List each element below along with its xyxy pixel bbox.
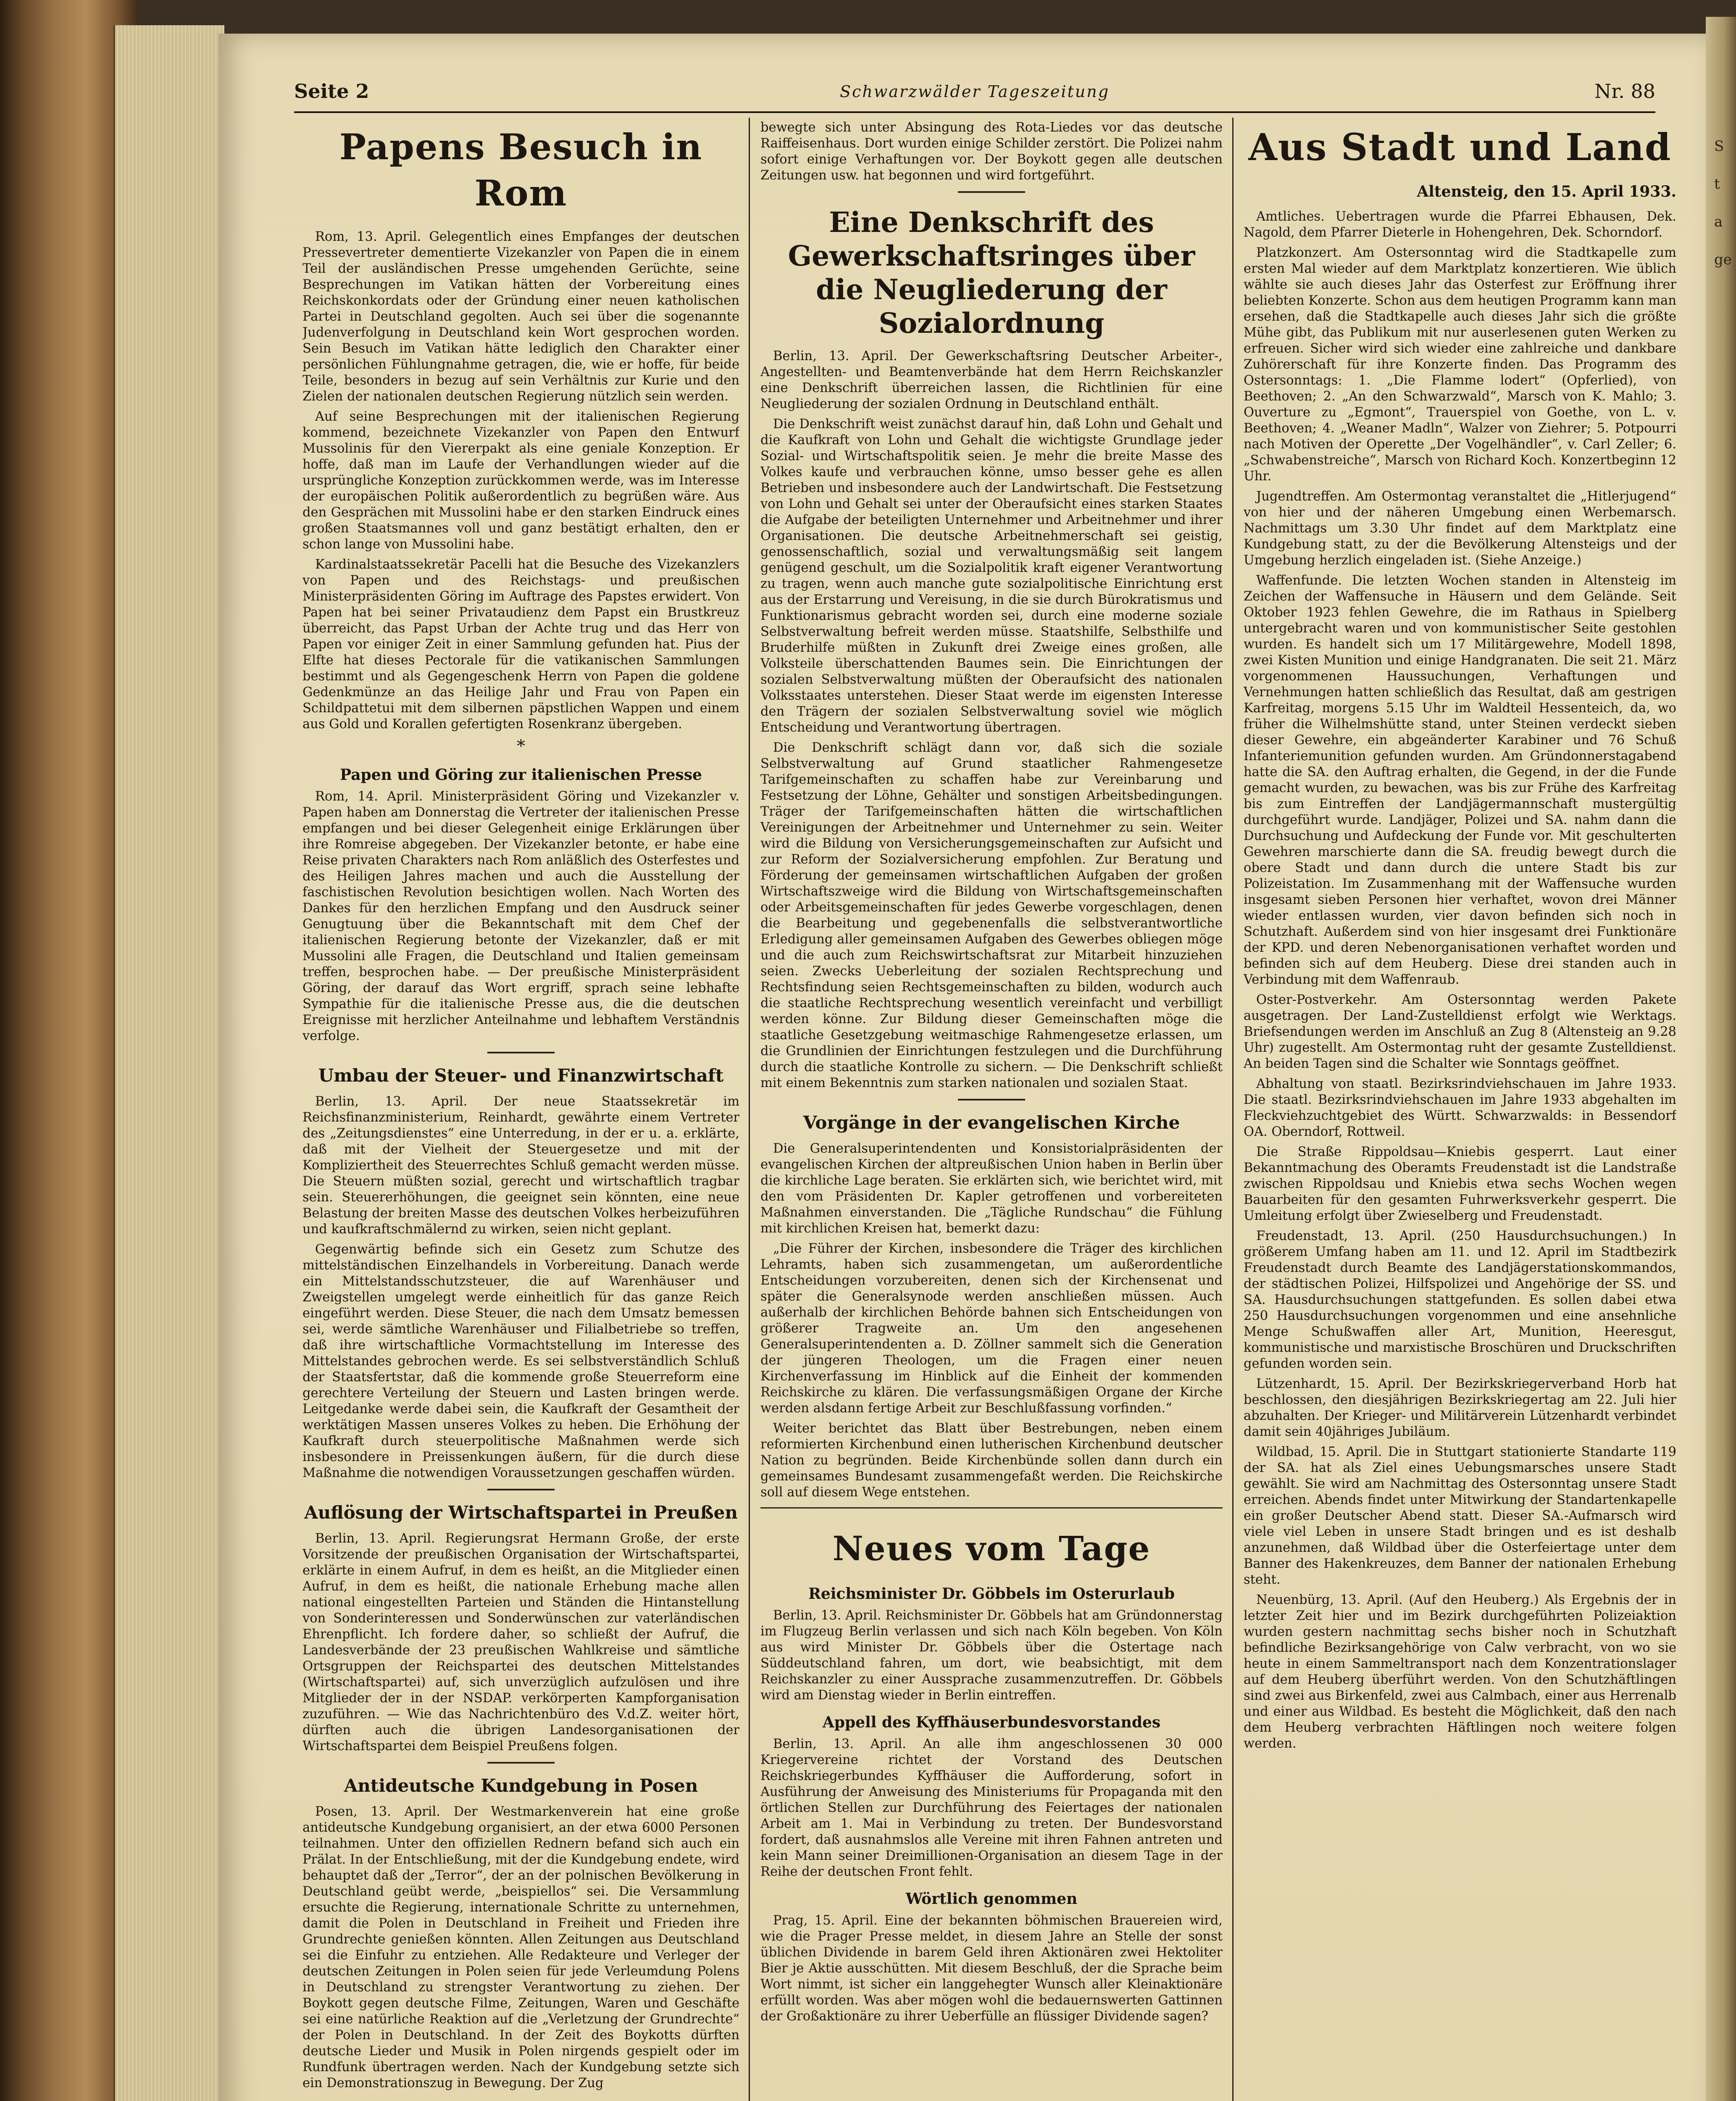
article-paragraph: Amtliches. Uebertragen wurde die Pfarrei Ebhausen, Dek. Nagold, dem Pfarrer Dieterle in Hohengehren, Dek. Schorndorf. [1244, 209, 1676, 240]
article-paragraph: Berlin, 13. April. An alle ihm angeschlossenen 30 000 Kriegervereine richtet der Vorstand des Deutschen Reichskriegerbundes Kyffhäuser die Aufforderung, sofort in Ausführung der Anweisung des Ministeriums für Propaganda mit den örtlichen Stellen zur Durchführung des Feiertages der nationalen Arbeit am 1. Mai in Verbindung zu treten. Der Bundesvorstand fordert, daß ausnahmslos alle Vereine mit ihren Fahnen antreten und kein Mann seiner Dreimillionen-Organisation an diesem Tage in der Reihe der deutschen Front fehlt. [760, 1737, 1223, 1879]
article-paragraph: Weiter berichtet das Blatt über Bestrebungen, neben einem reformierten Kirchenbund einen lutherischen Kirchenbund deutscher Nation zu begründen. Beide Kirchenbünde sollen dann durch ein gemeinsames Bundesamt zusammengefaßt werden. Die Reichskirche soll auf diesem Wege entstehen. [760, 1421, 1223, 1500]
headline-wirtschaftspartei: Auflösung der Wirtschaftspartei in Preußen [304, 1502, 738, 1523]
column-middle [760, 120, 1223, 2101]
headline-papen: Papens Besuch in Rom [339, 126, 703, 214]
article-paragraph: Prag, 15. April. Eine der bekannten böhmischen Brauereien wird, wie die Prager Presse meldet, in diesem Jahre an Stelle der sonst üblichen Dividende in barem Geld ihren Aktionären zwei Hektoliter Bier je Aktie ausschütten. Mit diesem Beschluß, der die Sprache beim Wort nimmt, ist sicher ein langgehegter Wunsch aller Kleinaktionäre erfüllt worden. Was aber mögen wohl die bedauernswerten Gattinnen der Großaktionäre zu ihrer Ueberfülle an flüssiger Dividende sagen? [760, 1913, 1223, 2024]
article-paragraph: Berlin, 13. April. Der neue Staatssekretär im Reichsfinanzministerium, Reinhardt, gewährte einem Vertreter des „Zeitungsdienstes“ eine Unterredung, in der er u. a. erklärte, daß mit der Vielheit der Steuergesetze und mit der Kompliziertheit des Steuerrechtes Schluß gemacht werden müsse. Die Steuern müßten sozial, gerecht und wirtschaftlich tragbar sein. Steuererhöhungen, die geeignet sein könnten, eine neue Belastung der breiten Masse des deutschen Volkes herbeizuführen und kaufkraftschmälernd zu wirken, seien nicht geplant. [302, 1094, 739, 1237]
article-paragraph: Die Straße Rippoldsau—Kniebis gesperrt. Laut einer Bekanntmachung des Oberamts Freudenstadt ist die Landstraße zwischen Rippoldsau und Kniebis etwa sechs Wochen wegen Bauarbeiten für den gesamten Fuhrwerksverkehr gesperrt. Die Umleitung erfolgt über Zwieselberg und Freudenstadt. [1244, 1145, 1676, 1223]
section-rule [760, 1507, 1223, 1509]
subheadline: Appell des Kyffhäuserbundesvorstandes [822, 1714, 1161, 1731]
article-paragraph: Posen, 13. April. Der Westmarkenverein hat eine große antideutsche Kundgebung organisiert, an der etwa 6000 Personen teilnahmen. Unter den offiziellen Rednern befand sich auch ein Prälat. In der Entschließung, mit der die Kundgebung endete, wird behauptet daß der „Terror“, der an der polnischen Bevölkerung in Deutschland geübt werde, „beispiellos“ sei. Die Versammlung ersuchte die Regierung, internationale Schritte zu unternehmen, damit die Polen in Deutschland in Freiheit und Frieden ihre Grundrechte genießen könnten. Allen Zeitungen aus Deutschland sei die Einfuhr zu entziehen. Alle Redakteure und Verleger der deutschen Zeitungen in Polen seien für jede Verleumdung Polens in Deutschland zu strengster Verantwortung zu ziehen. Der Boykott gegen deutsche Filme, Zeitungen, Waren und Geschäfte sei eine natürliche Reaktion auf die „Verletzung der Grundrechte“ der Polen in Deutschland. In der Zeit des Boykotts dürften deutsche Lieder und Musik in Polen nirgends gespielt oder im Rundfunk übertragen werden. Nach der Kundgebung setzte sich ein Demonstrationszug in Bewegung. Der Zug [302, 1804, 739, 2090]
subheadline: Reichsminister Dr. Göbbels im Osterurlaub [808, 1585, 1175, 1603]
article-paragraph: Die Denkschrift schlägt dann vor, daß sich die soziale Selbstverwaltung auf Grund staatlicher Rahmengesetze Tarifgemeinschaften zu schaffen habe zur Vereinbarung und Festsetzung der Löhne, Gehälter und sonstigen Arbeitsbedingungen. Träger der Tarifgemeinschaften hätten die wirtschaftlichen Vereinigungen der Arbeitnehmer und Unternehmer zu sein. Weiter wird die Bildung von Versicherungsgemeinschaften zur Aufsicht und zur Reform der Sozialversicherung empfohlen. Zur Beratung und Förderung der gemeinsamen wirtschaftlichen Aufgaben der großen Wirtschaftszweige wird die Bildung von Wirtschaftsgemeinschaften oder Arbeitsgemeinschaften für jedes Gewerbe vorgeschlagen, denen die Bearbeitung und gegebenenfalls die selbstverantwortliche Erledigung aller gemeinsamen Aufgaben des Gewerbes obliegen möge und die auch zum Reichswirtschaftsrat zur Mitarbeit hinzuziehen seien. Zwecks Ueberleitung der sozialen Rechtsprechung und Rechtsfindung seien Rechtsgemeinschaften zu bilden, wodurch auch die staatliche Rechtsprechung wesentlich vereinfacht und verbilligt werden könne. Zur Bildung dieser Gemeinschaften möge die staatliche Gesetzgebung weitmaschige Rahmengesetze erlassen, um die Grundlinien der Einrichtungen festzulegen und die Durchführung durch die staatliche Kontrolle zu sichern. — Die Denkschrift schließt mit einem Bekenntnis zum starken nationalen und sozialen Staat. [760, 740, 1223, 1090]
headline-steuer: Umbau der Steuer- und Finanzwirtschaft [318, 1065, 724, 1086]
subheadline: Wörtlich genommen [905, 1890, 1078, 1908]
article-paragraph: Lützenhardt, 15. April. Der Bezirkskriegerverband Horb hat beschlossen, den diesjährigen Bezirkskriegertag am 22. Juli hier abzuhalten. Der Krieger- und Militärverein Lützenhardt verbindet damit sein 40jähriges Jubiläum. [1244, 1377, 1676, 1439]
article-paragraph: „Die Führer der Kirchen, insbesondere die Träger des kirchlichen Lehramts, haben sich zusammengetan, um außerordentliche Entscheidungen vorzubereiten, denen sich der Kirchensenat und später die Generalsynode werden anschließen müssen. Auch außerhalb der kirchlichen Behörde bahnen sich Entscheidungen von größerer Tragweite an. Um den angesehenen Generalsuperintendenten a. D. Zöllner sammelt sich die Generation der jüngeren Theologen, um die Fragen einer neuen Kirchenverfassung im Hinblick auf die Einheit der kommenden Reichskirche zu klären. Die verfassungsmäßigen Organe der Kirche werden alsdann fertige Arbeit zur Beschlußfassung vorfinden.“ [760, 1241, 1223, 1416]
article-paragraph: Freudenstadt, 13. April. (250 Hausdurchsuchungen.) In größerem Umfang haben am 11. und 12. April im Stadtbezirk Freudenstadt durch Beamte des Landjägerstationskommandos, der städtischen Polizei, Hilfspolizei und Angehörige der SS. und SA. Hausdurchsuchungen stattgefunden. Es sollen dabei etwa 250 Hausdurchsuchungen vorgenommen und eine ansehnliche Menge Schußwaffen aller Art, Munition, Heeresgut, kommunistische und marxistische Broschüren und Druckschriften gefunden worden sein. [1244, 1229, 1676, 1371]
article-paragraph: Gegenwärtig befinde sich ein Gesetz zum Schutze des mittelständischen Einzelhandels in Vorbereitung. Danach werde ein Mittelstandsschutzsteuer, die auf Warenhäuser und Zweigstellen umgelegt werde einheitlich für das ganze Reich eingeführt werden. Diese Steuer, die nach dem Umsatz bemessen sei, werde sämtliche Warenhäuser und Filialbetriebe so treffen, daß ihre wirtschaftliche Vormachtstellung im Interesse des Mittelstandes gebrochen werde. Es sei selbstverständlich Schluß der Staatsfertstar, daß die kommende große Steuerreform eine gerechtere Verteilung der Steuern und Lasten bringen werde. Leitgedanke werde dabei sein, die Kaufkraft der Gesamtheit der werktätigen Massen unseres Volkes zu heben. Die Erhöhung der Kaufkraft durch steuerpolitische Maßnahmen werde sich insbesondere in Preissenkungen äußern, für die durch diese Maßnahme die notwendigen Voraussetzungen geschaffen würden. [302, 1242, 739, 1480]
article-paragraph: bewegte sich unter Absingung des Rota-Liedes vor das deutsche Raiffeisenhaus. Dort wurden einige Schilder zerstört. Die Polizei nahm sofort einige Verhaftungen vor. Der Boykott gegen alle deutschen Zeitungen usw. hat begonnen und wird fortgeführt. [760, 120, 1223, 183]
article-paragraph: Oster-Postverkehr. Am Ostersonntag werden Pakete ausgetragen. Der Land-Zustelldienst erfolgt wie Werktags. Briefsendungen werden im Anschluß an Zug 8 (Altensteig an 9.28 Uhr) zugestellt. Am Ostermontag ruht der gesamte Zustelldienst. An beiden Tagen sind die Schalter wie Sonntags geöffnet. [1244, 993, 1676, 1071]
next-page-fragment: a [1714, 213, 1723, 230]
page-number: Seite 2 [294, 80, 369, 103]
article-paragraph: Jugendtreffen. Am Ostermontag veranstaltet die „Hitlerjugend“ von hier und der näheren Umgebung einen Werbemarsch. Nachmittags um 3.30 Uhr findet auf dem Marktplatz eine Kundgebung statt, zu der die Bevölkerung Altensteigs und der Umgebung herzlich eingeladen ist. (Siehe Anzeige.) [1244, 489, 1676, 568]
article-paragraph: Die Denkschrift weist zunächst darauf hin, daß Lohn und Gehalt und die Kaufkraft von Lohn und Gehalt die wichtigste Grundlage jeder Sozial- und Wirtschaftspolitik seien. Je mehr die breite Masse des Volkes kaufe und verbrauchen könne, umso besser gehe es allen Betrieben und insbesondere auch der Landwirtschaft. Die Festsetzung von Lohn und Gehalt sei unter der Oberaufsicht eines starken Staates die Aufgabe der beteiligten Unternehmer und Arbeitnehmer und ihrer Organisationen. Die deutsche Arbeitnehmerschaft sei geistig, genossenschaftlich, sozial und verwaltungsmäßig seit langem genügend geschult, um die Sozialpolitik kraft eigener Verantwortung zu tragen, wenn auch manche gute sozialpolitische Einrichtung erst aus der Erstarrung und Vereisung, in die sie durch Bürokratismus und Funktionarismus gebracht worden sei, durch eine moderne soziale Selbstverwaltung befreit werden müsse. Staatshilfe, Selbsthilfe und Bruderhilfe müßten in Zukunft drei Zweige eines großen, alle Volksteile überschattenden Baumes sein. Die Einrichtungen der sozialen Selbstverwaltung müßten der Oberaufsicht des nationalen Volksstaates unterstehen. Dieser Staat werde im eigensten Interesse den Trägern der sozialen Selbstverwaltung soviel wie möglich Entscheidung und Verantwortung übertragen. [760, 417, 1223, 735]
next-page-fragment: t [1714, 176, 1720, 192]
dateline: Altensteig, den 15. April 1933. [1417, 183, 1676, 200]
next-page-edge [1706, 17, 1736, 2101]
article-paragraph: Berlin, 13. April. Der Gewerkschaftsring Deutscher Arbeiter-, Angestellten- und Beamtenverbände hat dem Herrn Reichskanzler eine Denkschrift überreichen lassen, die Richtlinien für eine Neugliederung der sozialen Ordnung in Deutschland enthält. [760, 349, 1223, 411]
article-paragraph: Auf seine Besprechungen mit der italienischen Regierung kommend, bezeichnete Vizekanzler von Papen den Entwurf Mussolinis für den Viererpakt als eine geniale Konzeption. Er hoffe, daß man im Laufe der Verhandlungen wieder auf die ursprüngliche Konzeption zurückkommen werde, was im Interesse der europäischen Politik außerordentlich zu begrüßen wäre. Aus den Gesprächen mit Mussolini habe er den starken Eindruck eines großen Staatsmannes voll und ganz bestätigt erhalten, den er schon lange von Mussolini habe. [302, 409, 739, 552]
separator-rule [487, 1762, 555, 1764]
article-paragraph: Berlin, 13. April. Regierungsrat Hermann Große, der erste Vorsitzende der preußischen Organisation der Wirtschaftspartei, erklärte in einem Aufruf, in dem es heißt, an die Mitglieder einen Aufruf, in dem es heißt, die nationale Erhebung mache allen national eingestellten Parteien und Ständen die Hintanstellung von Sonderinteressen und Sonderwünschen zur vaterländischen Ehrenpflicht. Ich fordere daher, so schließt der Aufruf, die Landesverbände der 23 preußischen Wahlkreise und sämtliche Ortsgruppen der Reichspartei des deutschen Mittelstandes (Wirtschaftspartei) auf, sich unverzüglich aufzulösen und ihre Mitglieder der in der NSDAP. verkörperten Kampforganisation zuzuführen. — Wie das Nachrichtenbüro des V.d.Z. weiter hört, dürften auch die übrigen Landesorganisationen der Wirtschaftspartei dem Beispiel Preußens folgen. [302, 1531, 739, 1753]
headline-posen: Antideutsche Kundgebung in Posen [344, 1775, 698, 1796]
headline-neues-vom-tage: Neues vom Tage [832, 1529, 1151, 1568]
separator-rule [958, 191, 1025, 193]
column-left [302, 120, 739, 2101]
headline-kirche: Vorgänge in der evangelischen Kirche [803, 1112, 1180, 1133]
newspaper-title: Schwarzwälder Tageszeitung [839, 82, 1110, 101]
article-paragraph: Rom, 13. April. Gelegentlich eines Empfanges der deutschen Pressevertreter dementierte Vizekanzler von Papen die in einem Teil der ausländischen Presse umgehenden Gerüchte, seine Besprechungen im Vatikan hätten der Vorbereitung eines Reichskonkordats oder der Gründung einer neuen katholischen Partei in Deutschland gegolten. Auch sei über die sogenannte Judenverfolgung in Deutschland kein Wort gesprochen worden. Sein Besuch im Vatikan hätte lediglich den Charakter einer persönlichen Fühlungnahme getragen, die, wie er hoffe, für beide Teile, besonders in bezug auf sein Verhältnis zur Kurie und den Zielen der nationalen deutschen Regierung nützlich sein werden. [302, 229, 739, 404]
article-paragraph: Die Generalsuperintendenten und Konsistorialpräsidenten der evangelischen Kirchen der altpreußischen Union haben in Berlin über die kirchliche Lage beraten. Sie erklärten sich, wie berichtet wird, mit den vom Präsidenten Dr. Kapler getroffenen und vorbereiteten Maßnahmen einverstanden. Die „Tägliche Rundschau“ die Fühlung mit kirchlichen Kreisen hat, bemerkt dazu: [760, 1141, 1223, 1236]
separator-star: * [517, 737, 525, 756]
column-divider [749, 118, 750, 2101]
article-paragraph: Neuenbürg, 13. April. (Auf den Heuberg.) Als Ergebnis der in letzter Zeit hier und im Bezirk durchgeführten Polizeiaktion wurden gestern nachmittag sechs bisher noch in Schutzhaft befindliche Bezirksangehörige von Calw verbracht, von wo sie heute in einem Sammeltransport nach dem Konzentrationslager auf dem Heuberg überführt werden. Von den Schutzhäftlingen sind zwei aus Birkenfeld, zwei aus Calmbach, einer aus Herrenalb und einer aus Wildbad. Es besteht die Möglichkeit, daß den nach dem Heuberg verbrachten Häftlingen noch weitere folgen werden. [1244, 1593, 1676, 1751]
separator-rule [958, 1099, 1025, 1101]
article-paragraph: Waffenfunde. Die letzten Wochen standen in Altensteig im Zeichen der Waffensuche in Häusern und dem Gelände. Seit Oktober 1923 fehlen Gewehre, die im Rathaus in Spielberg untergebracht waren und von kommunistischer Seite gestohlen wurden. Es handelt sich um 17 Militärgewehre, Modell 1898, zwei Kisten Munition und einige Handgranaten. Die seit 21. März vorgenommenen Haussuchungen, Verhaftungen und Vernehmungen hatten schließlich das Resultat, daß am gestrigen Karfreitag, morgens 5.15 Uhr im Waldteil Hessenteich, da, wo früher die Wilhelmshütte stand, unter Steinen verdeckt sieben dieser Gewehre, ein abgeänderter Karabiner und 76 Schuß Infanteriemunition gefunden wurden. Am Gründonnerstagabend hatte die SA. den Auftrag erhalten, die Gegend, in der die Funde gemacht wurden, zu bewachen, was bis zur Frühe des Karfreitag bis zum Eintreffen der Landjägermannschaft mustergültig durchgeführt wurde. Landjäger, Polizei und SA. nahm dann die Durchsuchung und Aufdeckung der Funde vor. Mit geschulterten Gewehren marschierte dann die SA. freudig bewegt durch die obere Stadt und dann durch die untere Stadt bis zur Polizeistation. Im Zusammenhang mit der Waffensuche wurden insgesamt sieben Personen hier verhaftet, wovon drei Männer wieder entlassen wurden, vier davon befinden sich noch in Schutzhaft. Außerdem sind von hier insgesamt drei Funktionäre der KPD. und deren Nebenorganisationen verhaftet worden und befinden sich auf dem Heuberg. Diese drei standen auch in Verbindung mit dem Waffenraub. [1244, 573, 1676, 987]
next-page-fragment: S [1714, 138, 1724, 155]
next-page-fragment: ge [1714, 251, 1732, 268]
column-right [1244, 120, 1676, 2101]
newspaper-page [218, 34, 1706, 2101]
article-paragraph: Wildbad, 15. April. Die in Stuttgart stationierte Standarte 119 der SA. hat als Ziel eines Uebungsmarsches unsere Stadt gewählt. Sie wird am Nachmittag des Ostersonntag unsere Stadt erreichen. Abends findet unter Mitwirkung der Standartenkapelle ein großer Deutscher Abend statt. Dieser SA.-Aufmarsch wird viele viel Leben in unsere Stadt bringen und es ist deshalb anzunehmen, daß Wildbad über die Osterfeiertage unter dem Banner des Hakenkreuzes, dem Banner der nationalen Erhebung steht. [1244, 1445, 1676, 1587]
subheadline: Papen und Göring zur italienischen Presse [340, 766, 702, 784]
article-paragraph: Rom, 14. April. Ministerpräsident Göring und Vizekanzler v. Papen haben am Donnerstag die Vertreter der italienischen Presse empfangen und bei dieser Gelegenheit einige Erklärungen über ihre Romreise abgegeben. Der Vizekanzler betonte, er habe eine Reise privaten Charakters nach Rom anläßlich des Osterfestes und des Heiligen Jahres machen und auch die Ausstellung der faschistischen Revolution besichtigen wollen. Nach Worten des Dankes für den herzlichen Empfang und den Ausdruck seiner Genugtuung über die Bekanntschaft mit dem Chef der italienischen Regierung betonte der Vizekanzler, daß er mit Mussolini alle Fragen, die Deutschland und Italien gemeinsam treffen, besprochen habe. — Der preußische Ministerpräsident Göring, der darauf das Wort ergriff, sprach seine lebhafte Sympathie für die italienische Presse aus, die die deutschen Ereignisse mit herzlicher Anteilnahme und lebhaftem Verständnis verfolge. [302, 789, 739, 1043]
article-paragraph: Platzkonzert. Am Ostersonntag wird die Stadtkapelle zum ersten Mal wieder auf dem Marktplatz konzertieren. Wie üblich wählte sie auch dieses Jahr das Osterfest zur Eröffnung ihrer beliebten Konzerte. Schon aus dem heutigen Programm kann man ersehen, daß die Stadtkapelle auch dieses Jahr sich die größte Mühe gibt, das Publikum mit nur auserlesenen guten Werken zu erfreuen. Sicher wird sich wieder eine zahlreiche und dankbare Zuhörerschaft für ihre Konzerte finden. Das Programm des Ostersonntags: 1. „Die Flamme lodert“ (Opferlied), von Beethoven; 2. „An den Schwarzwald“, Marsch von K. Mahlo; 3. Ouverture zu „Egmont“, Trauerspiel von Goethe, von L. v. Beethoven; 4. „Weaner Madln“, Walzer von Ziehrer; 5. Potpourri nach Motiven der Operette „Der Vogelhändler“, v. Carl Zeller; 6. „Schwabenstreiche“, Marsch von Richard Koch. Konzertbeginn 12 Uhr. [1244, 245, 1676, 484]
headline-denkschrift: Eine Denkschrift des Gewerkschaftsringes über die Neugliederung der Sozialordnung [788, 206, 1195, 340]
issue-number: Nr. 88 [1594, 80, 1655, 103]
article-paragraph: Kardinalstaatssekretär Pacelli hat die Besuche des Vizekanzlers von Papen und des Reichstags- und preußischen Ministerpräsidenten Göring im Auftrage des Papstes erwidert. Von Papen hat bei seiner Privataudienz dem Papst ein Brustkreuz überreicht, das Papst Urban der Achte trug und das Herr von Papen vor einiger Zeit in einer Sammlung gefunden hat. Pius der Elfte hat dieses Pectorale für die vatikanischen Sammlungen bestimmt und als Gegengeschenk Herrn von Papen die goldene Gedenkmünze an das Heilige Jahr und Frau von Papen ein Schildpattetui mit dem silbernen päpstlichen Wappen und einem aus Gold und Korallen gefertigten Rosenkranz übergeben. [302, 557, 739, 732]
column-divider [1232, 118, 1234, 2101]
separator-rule [487, 1489, 555, 1490]
page-stack-edge [113, 25, 224, 2101]
separator-rule [487, 1052, 555, 1053]
headline-aus-stadt-und-land: Aus Stadt und Land [1248, 125, 1672, 169]
header-rule [294, 111, 1655, 113]
article-paragraph: Abhaltung von staatl. Bezirksrindviehschauen im Jahre 1933. Die staatl. Bezirksrindviehschauen im Jahre 1933 abgehalten im Fleckviehzuchtgebiet des Württ. Schwarzwalds: in Bessendorf OA. Oberndorf, Rottweil. [1244, 1077, 1676, 1139]
article-paragraph: Berlin, 13. April. Reichsminister Dr. Göbbels hat am Gründonnerstag im Flugzeug Berlin verlassen und sich nach Köln begeben. Von Köln aus wird Minister Dr. Göbbels über die Ostertage nach Süddeutschland fahren, um dort, wie beabsichtigt, mit dem Reichskanzler zu einer Aussprache zusammenzutreffen. Dr. Göbbels wird am Dienstag wieder in Berlin eintreffen. [760, 1608, 1223, 1703]
